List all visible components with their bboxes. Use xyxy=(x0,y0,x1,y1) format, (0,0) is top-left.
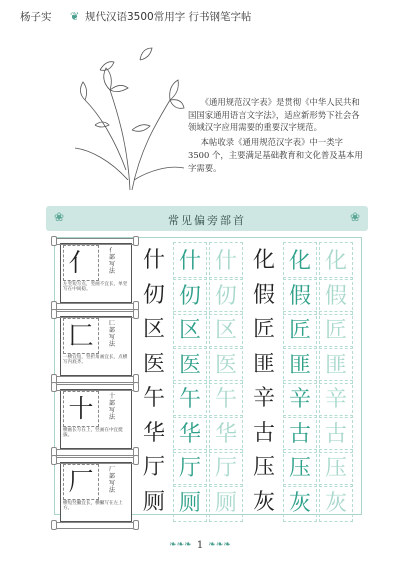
faint-trace-character: 古 xyxy=(319,415,353,453)
trace-character: 华 xyxy=(173,415,207,453)
practice-row xyxy=(135,415,360,453)
practice-row xyxy=(135,277,360,315)
radical-label: 厂部写法 xyxy=(108,466,115,494)
radical-panel xyxy=(60,389,132,449)
trace-character: 厅 xyxy=(173,449,207,487)
trace-character: 仞 xyxy=(173,277,207,315)
radical-label: 匚部写法 xyxy=(108,320,115,348)
model-character: 假 xyxy=(252,282,275,308)
faint-trace-character: 化 xyxy=(319,242,353,280)
model-character: 古 xyxy=(252,420,275,446)
ornament-left-icon: ❀ xyxy=(54,210,65,224)
orchid-illustration xyxy=(70,30,185,190)
model-character: 午 xyxy=(142,386,165,411)
model-character: 华 xyxy=(142,420,165,446)
scroll-decoration xyxy=(55,311,135,318)
model-character: 匠 xyxy=(252,317,275,342)
scroll-knob xyxy=(133,520,139,530)
scroll-decoration xyxy=(55,449,135,456)
section-banner xyxy=(46,206,368,231)
trace-character: 化 xyxy=(283,242,317,280)
practice-row xyxy=(135,346,360,384)
faint-trace-character: 辛 xyxy=(319,380,353,418)
radical-char: 匚 xyxy=(63,318,99,354)
radical-note: 横画长写在上，竖画在中宜挺拔。 xyxy=(63,428,123,439)
author-name: 杨子实 xyxy=(20,11,52,23)
scroll-knob xyxy=(51,309,57,319)
practice-row xyxy=(135,484,360,522)
scroll-decoration xyxy=(55,303,135,310)
scroll-decoration xyxy=(55,384,135,391)
practice-row xyxy=(135,380,360,418)
faint-trace-character: 仞 xyxy=(209,277,243,315)
scroll-knob xyxy=(51,382,57,392)
radical-panel xyxy=(60,462,132,522)
radical-char: 十 xyxy=(63,391,99,427)
model-character: 什 xyxy=(142,248,165,273)
model-character: 区 xyxy=(142,317,165,342)
scroll-knob xyxy=(51,520,57,530)
faint-trace-character: 厅 xyxy=(209,449,243,487)
faint-trace-character: 什 xyxy=(209,242,243,280)
trace-character: 区 xyxy=(173,311,207,349)
model-character: 灰 xyxy=(252,489,275,515)
faint-trace-character: 医 xyxy=(209,346,243,384)
faint-trace-character: 灰 xyxy=(319,484,353,522)
radical-char: 厂 xyxy=(63,464,99,500)
scroll-decoration xyxy=(55,457,135,464)
trace-character: 假 xyxy=(283,277,317,315)
trace-character: 厕 xyxy=(173,484,207,522)
trace-character: 压 xyxy=(283,449,317,487)
trace-character: 辛 xyxy=(283,380,317,418)
scroll-decoration xyxy=(55,376,135,383)
faint-trace-character: 午 xyxy=(209,380,243,418)
faint-trace-character: 区 xyxy=(209,311,243,349)
intro-text xyxy=(188,96,364,176)
radical-label: 亻部写法 xyxy=(108,247,115,275)
ornament-right-icon: ❀ xyxy=(349,210,360,224)
practice-row xyxy=(135,311,360,349)
model-character: 压 xyxy=(252,455,275,480)
faint-trace-character: 华 xyxy=(209,415,243,453)
scroll-decoration xyxy=(55,522,135,529)
model-character: 医 xyxy=(142,351,165,377)
faint-trace-character: 匠 xyxy=(319,311,353,349)
radical-char: 亻 xyxy=(63,245,99,281)
lotus-leaf-icon: ❦ xyxy=(70,10,80,23)
scroll-decoration xyxy=(55,238,135,245)
practice-row xyxy=(135,242,360,280)
trace-character: 医 xyxy=(173,346,207,384)
practice-row xyxy=(135,449,360,487)
faint-trace-character: 厕 xyxy=(209,484,243,522)
model-character: 化 xyxy=(252,248,275,273)
trace-character: 灰 xyxy=(283,484,317,522)
model-character: 厕 xyxy=(142,489,165,515)
book-title: 规代汉语3500常用字 行书钢笔字帖 xyxy=(85,11,252,23)
model-character: 厅 xyxy=(142,455,165,480)
scroll-knob xyxy=(51,236,57,246)
radical-panel xyxy=(60,316,132,376)
trace-character: 古 xyxy=(283,415,317,453)
intro-paragraph-1: 《通用规范汉字表》是贯彻《中华人民共和国国家通用语言文字法》，适应新形势下社会各领域汉字应用需要的重要汉字规范。 xyxy=(188,97,360,133)
page-header xyxy=(20,8,380,24)
radical-label: 十部写法 xyxy=(108,393,115,421)
radical-note: 一横宜短，竖折角画宜长，点横写内底齐。 xyxy=(63,355,128,366)
faint-trace-character: 假 xyxy=(319,277,353,315)
trace-character: 午 xyxy=(173,380,207,418)
scroll-knob xyxy=(51,455,57,465)
trace-character: 匪 xyxy=(283,346,317,384)
radical-note: 横短竖撇宜长，横撇写在左上方。 xyxy=(63,501,123,512)
footer-ornament-left-icon: ❧❧❧ xyxy=(169,540,192,550)
page-number: 1 xyxy=(196,540,204,551)
trace-character: 匠 xyxy=(283,311,317,349)
model-character: 匪 xyxy=(252,351,275,377)
intro-paragraph-2: 本帖收录《通用规范汉字表》中一类字 3500 个，主要满足基础教育和文化普及基本用字需要。 xyxy=(188,137,363,173)
faint-trace-character: 压 xyxy=(319,449,353,487)
footer-ornament-right-icon: ❧❧❧ xyxy=(208,540,231,550)
faint-trace-character: 匪 xyxy=(319,346,353,384)
section-title: 常见偏旁部首 xyxy=(168,214,246,227)
trace-character: 什 xyxy=(173,242,207,280)
model-character: 辛 xyxy=(252,386,275,411)
radical-note: 左竖短写点，竖画不宜长，单竖写在中间稳。 xyxy=(63,282,128,293)
radical-panel xyxy=(60,243,132,303)
page-footer xyxy=(0,532,400,551)
model-character: 仞 xyxy=(142,282,165,308)
